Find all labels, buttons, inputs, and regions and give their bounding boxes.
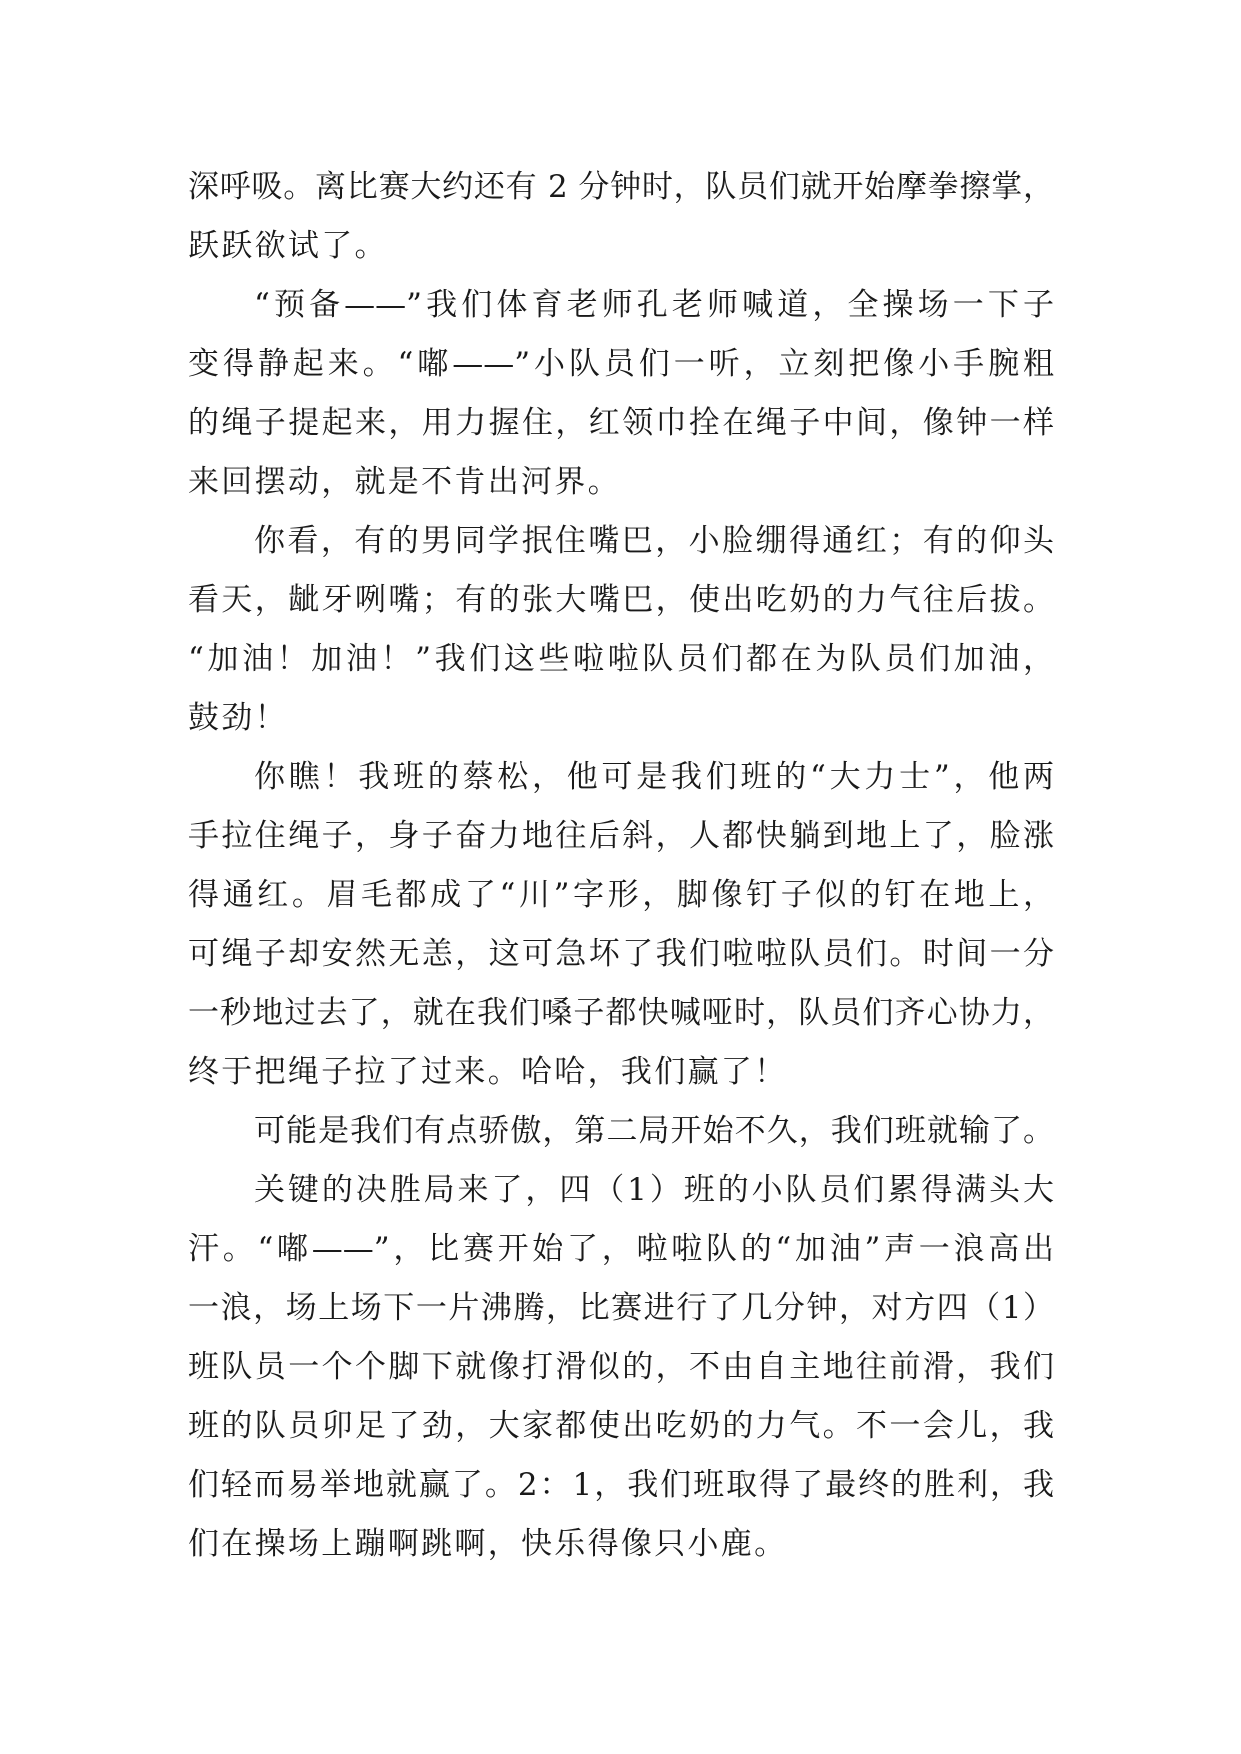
text-line: 跃跃欲试了。 bbox=[188, 228, 388, 264]
text-line: 班的队员卯足了劲，大家都使出吃奶的力气。不一会儿，我 bbox=[188, 1408, 1054, 1444]
paragraph bbox=[188, 276, 1054, 512]
paragraph bbox=[188, 1161, 1054, 1574]
text-line: 你瞧！我班的蔡松，他可是我们班的“大力士”，他两 bbox=[254, 759, 1054, 795]
text-line: “加油！加油！”我们这些啦啦队员们都在为队员们加油， bbox=[188, 641, 1054, 677]
text-line: 看天，龇牙咧嘴；有的张大嘴巴，使出吃奶的力气往后拔。 bbox=[188, 582, 1054, 618]
paragraph bbox=[188, 158, 1054, 276]
text-line: 手拉住绳子，身子奋力地往后斜，人都快躺到地上了，脸涨 bbox=[188, 818, 1054, 854]
text-line: 们轻而易举地就赢了。2：1，我们班取得了最终的胜利，我 bbox=[188, 1467, 1054, 1503]
text-line: 班队员一个个脚下就像打滑似的，不由自主地往前滑，我们 bbox=[188, 1349, 1054, 1385]
paragraph bbox=[188, 748, 1054, 1102]
text-line: 变得静起来。“嘟——”小队员们一听，立刻把像小手腕粗 bbox=[188, 346, 1054, 382]
paragraph bbox=[188, 1102, 1054, 1161]
text-line: 深呼吸。离比赛大约还有 2 分钟时，队员们就开始摩拳擦掌， bbox=[188, 169, 1054, 205]
document-body bbox=[188, 158, 1054, 1574]
text-line: 终于把绳子拉了过来。哈哈，我们赢了！ bbox=[188, 1054, 788, 1090]
text-line: 得通红。眉毛都成了“川”字形，脚像钉子似的钉在地上， bbox=[188, 877, 1054, 913]
text-line: 一秒地过去了，就在我们嗓子都快喊哑时，队员们齐心协力， bbox=[188, 995, 1054, 1031]
text-line: 的绳子提起来，用力握住，红领巾拴在绳子中间，像钟一样 bbox=[188, 405, 1054, 441]
text-line: 可绳子却安然无恙，这可急坏了我们啦啦队员们。时间一分 bbox=[188, 936, 1054, 972]
text-line: 可能是我们有点骄傲，第二局开始不久，我们班就输了。 bbox=[254, 1113, 1054, 1149]
text-line: 你看，有的男同学抿住嘴巴，小脸绷得通红；有的仰头 bbox=[254, 523, 1054, 559]
text-line: 汗。“嘟——”，比赛开始了，啦啦队的“加油”声一浪高出 bbox=[188, 1231, 1054, 1267]
paragraph bbox=[188, 512, 1054, 748]
text-line: 来回摆动，就是不肯出河界。 bbox=[188, 464, 621, 500]
text-line: 们在操场上蹦啊跳啊，快乐得像只小鹿。 bbox=[188, 1526, 788, 1562]
text-line: 关键的决胜局来了，四（1）班的小队员们累得满头大 bbox=[254, 1172, 1054, 1208]
text-line: “预备——”我们体育老师孔老师喊道，全操场一下子 bbox=[254, 287, 1054, 323]
text-line: 鼓劲！ bbox=[188, 700, 288, 736]
text-line: 一浪，场上场下一片沸腾，比赛进行了几分钟，对方四（1） bbox=[188, 1290, 1054, 1326]
